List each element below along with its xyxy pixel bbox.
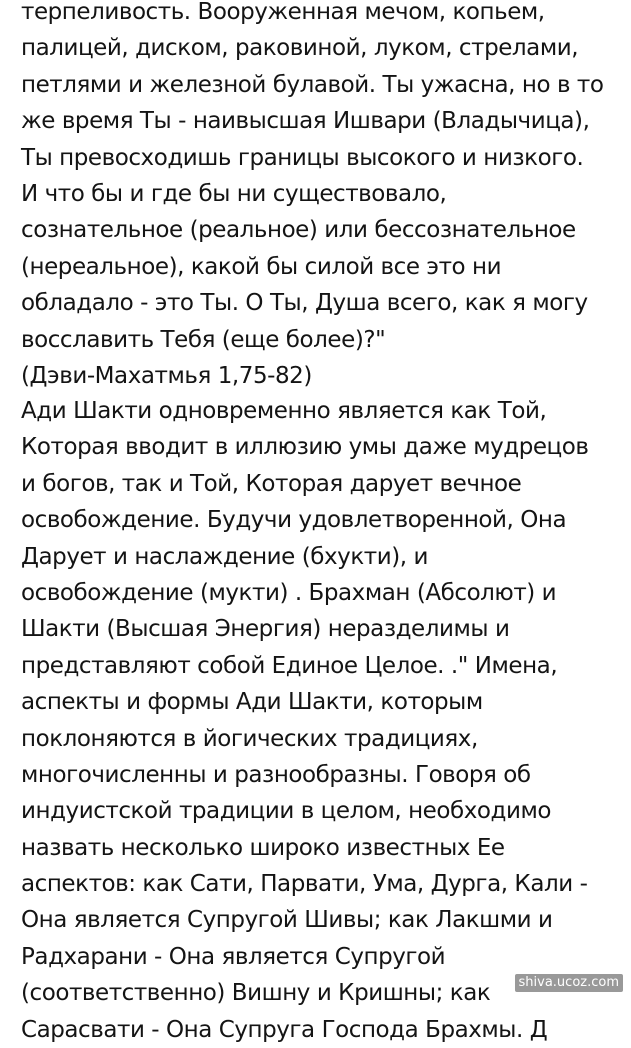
text-line: многочисленны и разнообразны. Говоря об: [21, 761, 531, 788]
text-line: палицей, диском, раковиной, луком, стрелами,: [21, 35, 579, 62]
text-line: и богов, так и Той, Которая дарует вечное: [21, 470, 522, 497]
text-line: аспектов: как Сати, Парвати, Ума, Дурга, Кали -: [21, 871, 588, 898]
text-line: освобождение. Будучи удовлетворенной, Она: [21, 507, 567, 534]
text-line: представляют собой Единое Целое. ." Имена,: [21, 652, 558, 679]
text-line: аспекты и формы Ади Шакти, которым: [21, 689, 483, 716]
text-line: освобождение (мукти) . Брахман (Абсолют) и: [21, 579, 557, 606]
text-line: (нереальное), какой бы силой все это ни: [21, 253, 502, 280]
text-line: Шакти (Высшая Энергия) неразделимы и: [21, 616, 510, 643]
citation-line: (Дэви-Махатмья 1,75-82): [21, 362, 312, 389]
text-line: Дарует и наслаждение (бхукти), и: [21, 543, 428, 570]
text-line: поклоняются в йогических традициях,: [21, 725, 478, 752]
paragraph-1: [21, 0, 621, 394]
text-line: И что бы и где бы ни существовало,: [21, 180, 447, 207]
site-watermark: shiva.ucoz.com: [515, 974, 623, 992]
text-line: терпеливость. Вооруженная мечом, копьем,: [21, 0, 545, 25]
text-line: петлями и железной булавой. Ты ужасна, но в то: [21, 71, 604, 98]
text-line: индуистской традиции в целом, необходимо: [21, 798, 551, 825]
text-line: Ты превосходишь границы высокого и низкого.: [21, 144, 584, 171]
paragraph-2: [21, 393, 621, 1048]
text-line: назвать несколько широко известных Ее: [21, 834, 505, 861]
text-line: Она является Супругой Шивы; как Лакшми и: [21, 907, 553, 934]
text-line: Ади Шакти одновременно является как Той,: [21, 398, 547, 424]
text-line: же время Ты - наивысшая Ишвари (Владычица),: [21, 108, 590, 135]
text-line: (соответственно) Вишну и Кришны; как: [21, 980, 491, 1007]
text-line: Сарасвати - Она Супруга Господа Брахмы. Д: [21, 1016, 548, 1043]
text-line: восславить Тебя (еще более)?": [21, 326, 386, 353]
text-line: Радхарани - Она является Супругой: [21, 943, 446, 970]
text-line: сознательное (реальное) или бессознательное: [21, 217, 576, 244]
text-line: обладало - это Ты. О Ты, Душа всего, как я могу: [21, 290, 588, 317]
text-line: Которая вводит в иллюзию умы даже мудрецов: [21, 434, 589, 461]
